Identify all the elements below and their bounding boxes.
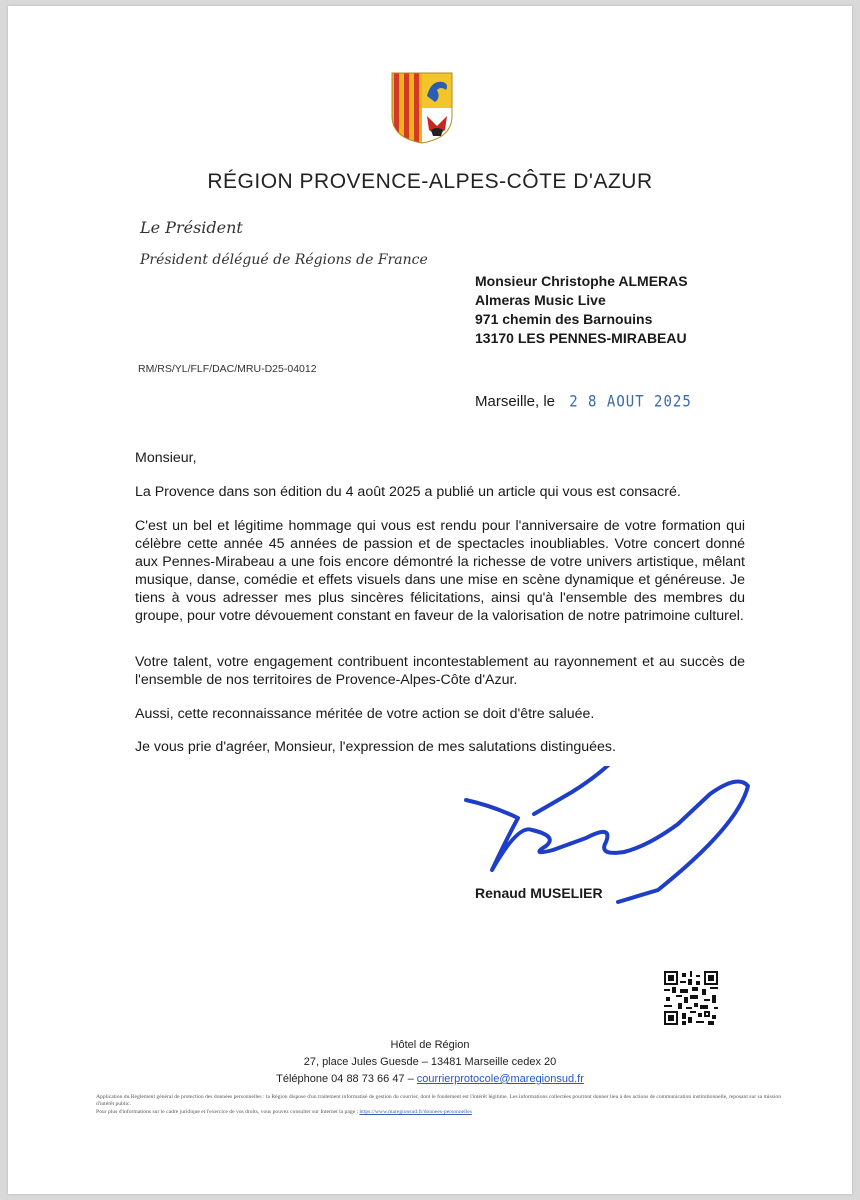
paragraph-3: Votre talent, votre engagement contribuent incontestablement au rayonnement et au succès de l'ensemble de nos territoires de Provence-Alpes-Côte d'Azur. [135,654,745,688]
signer-name: Renaud MUSELIER [475,885,603,901]
sender-title: Le Président [140,218,243,237]
gdpr-info [96,1109,786,1116]
recipient-city: 13170 LES PENNES-MIRABEAU [475,330,687,346]
paragraph-1: La Provence dans son édition du 4 août 2025 a publié un article qui vous est consacré. [135,484,681,500]
paragraph-4: Aussi, cette reconnaissance méritée de votre action se doit d'être saluée. [135,706,595,722]
region-crest-logo [391,72,453,144]
region-title: RÉGION PROVENCE-ALPES-CÔTE D'AZUR [207,170,653,193]
recipient-street: 971 chemin des Barnouins [475,311,653,327]
footer-address: 27, place Jules Guesde – 13481 Marseille cedex 20 [303,1056,557,1068]
sender-subtitle: Président délégué de Régions de France [140,252,428,268]
date-line [475,393,692,410]
footer-email-link[interactable]: courrierprotocole@maregionsud.fr [416,1073,584,1085]
qr-code [664,971,718,1025]
closing-formula: Je vous prie d'agréer, Monsieur, l'expression de mes salutations distinguées. [135,739,616,755]
recipient-name: Monsieur Christophe ALMERAS [475,273,688,289]
footer-building: Hôtel de Région [390,1039,470,1051]
footer-contact [8,1071,852,1088]
gdpr-info-text: Pour plus d'informations sur le cadre juridique et l'exercice de vos droits, vous pouvez consulter sur Internet la page : [96,1109,359,1115]
paragraph-2: C'est un bel et légitime hommage qui vous est rendu pour l'anniversaire de votre formation qui célèbre cette année 45 années de passion et de spectacles inoubliables. Votre concert donné aux Pennes-Mirabeau a une fois encore démontré la richesse de votre univers artistique, mêlant musique, danse, comédie et effets visuels dans une mise en scène dynamique et généreuse. Je tiens à vous adresser mes plus sincères félicitations, ainsi qu'à l'ensemble des membres du groupe, pour votre dévouement constant en faveur de la valorisation de notre patrimoine culturel. [135,518,745,624]
date-prefix: Marseille, le [475,393,556,410]
salutation: Monsieur, [135,450,197,466]
date-stamp: 2 8 AOUT 2025 [569,392,692,412]
gdpr-link[interactable]: https://www.maregionsud.fr/donnees-personnelles [359,1109,472,1115]
reference-number: RM/RS/YL/FLF/DAC/MRU-D25-04012 [138,363,317,375]
recipient-address [475,272,688,348]
recipient-company: Almeras Music Live [475,292,606,308]
footer-phone: Téléphone 04 88 73 66 47 – [276,1073,414,1085]
gdpr-notice: Application du Règlement général de protection des données personnelles : la Région dispose d'un traitement informatisé de gestion du courrier, dont le fondement est l'intérêt légitime. Les informations collectées pourront donner lieu à des actions de communication institutionnelle, reposant sur sa mission d'intérêt public. [96,1094,781,1107]
letter-page [8,6,852,1194]
